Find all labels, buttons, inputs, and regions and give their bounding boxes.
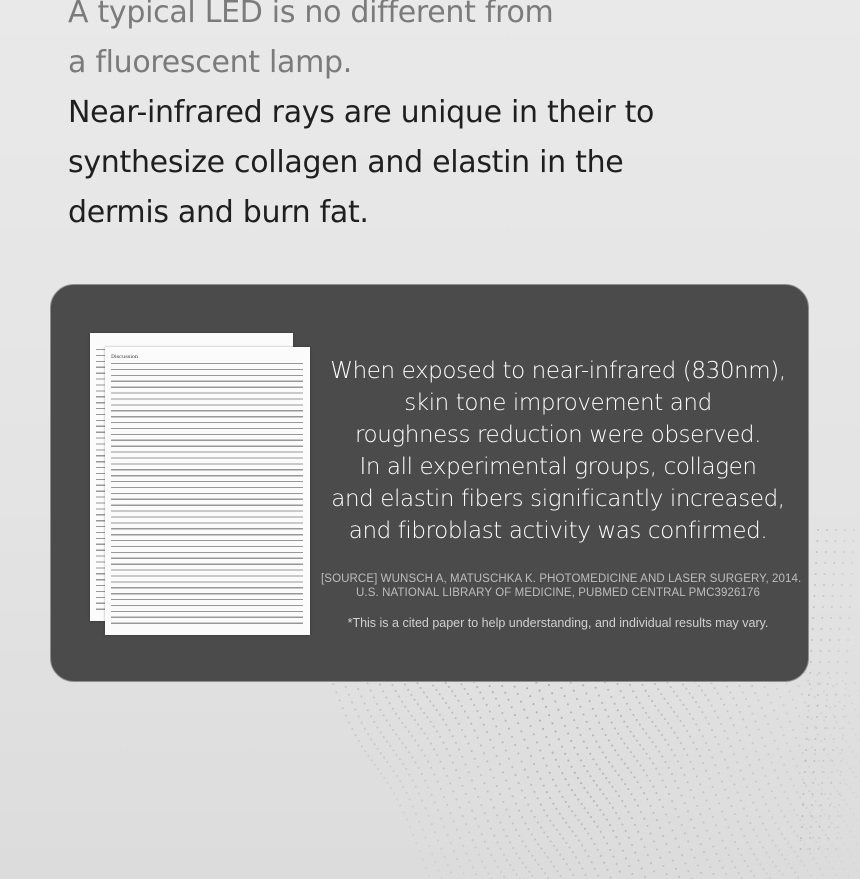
headline [68, 0, 828, 238]
headline-dark-line-3: dermis and burn fat. [68, 195, 369, 230]
disclaimer-text: *This is a cited paper to help understanding, and individual results may vary. [347, 616, 769, 630]
headline-grey-line-2: a fluorescent lamp. [68, 45, 353, 80]
paper-text-lines [111, 363, 303, 627]
headline-grey-line-1: A typical LED is no different from [68, 0, 554, 30]
source-citation [321, 572, 802, 600]
citation-card [50, 284, 809, 682]
quote-line: In all experimental groups, collagen [359, 454, 757, 480]
source-line: U.S. NATIONAL LIBRARY OF MEDICINE, PUBMED CENTRAL PMC3926176 [356, 587, 760, 599]
quote-line: skin tone improvement and [404, 390, 712, 416]
quote-line: When exposed to near-infrared (830nm), [330, 358, 786, 384]
paper-heading: Discussion [111, 354, 139, 360]
quote-line: roughness reduction were observed. [355, 422, 761, 448]
paper-page-front [105, 347, 310, 635]
headline-dark-line-2: synthesize collagen and elastin in the [68, 145, 624, 180]
quote-block [321, 355, 802, 631]
quote-text [321, 355, 795, 547]
headline-dark-line-1: Near-infrared rays are unique in their to [68, 95, 655, 130]
quote-line: and elastin fibers significantly increased, [331, 486, 785, 512]
source-line: [SOURCE] WUNSCH A, MATUSCHKA K. PHOTOMEDICINE AND LASER SURGERY, 2014. [321, 573, 802, 585]
quote-line: and fibroblast activity was confirmed. [348, 518, 768, 544]
